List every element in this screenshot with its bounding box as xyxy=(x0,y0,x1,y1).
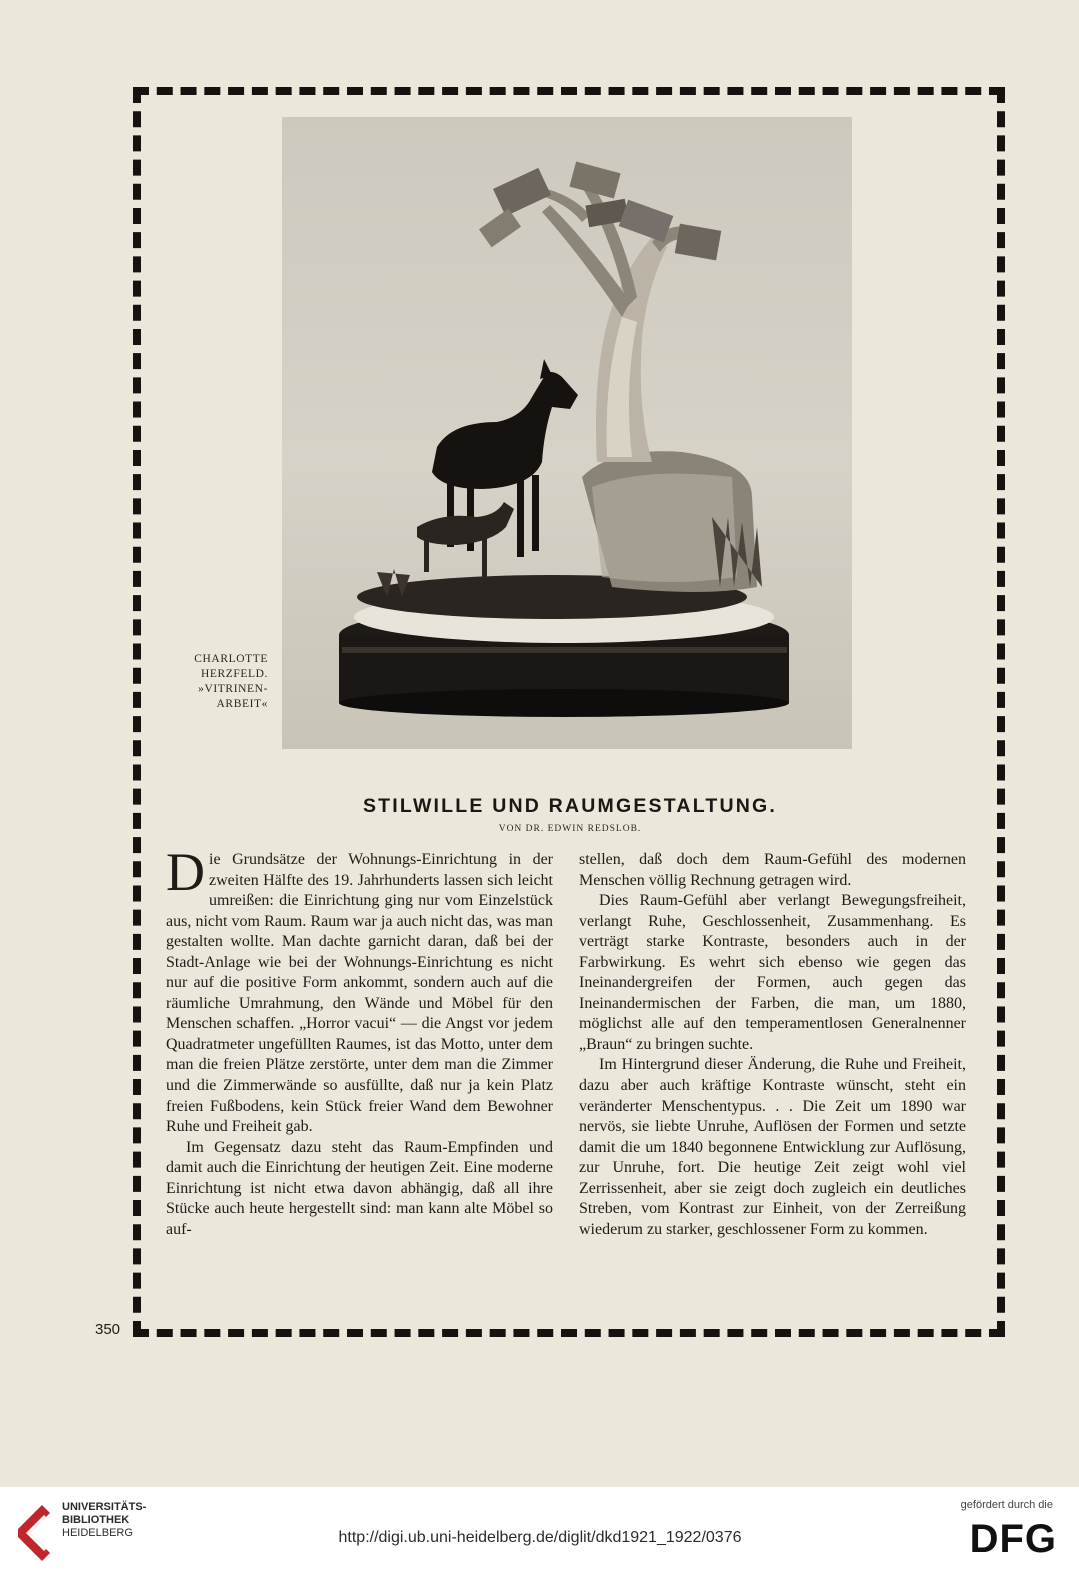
paragraph xyxy=(166,842,553,1138)
caption-line: CHARLOTTE xyxy=(194,653,268,665)
photo-caption xyxy=(150,652,268,712)
vitrine-illustration xyxy=(282,117,852,749)
text-column-right xyxy=(579,850,966,1240)
funded-by-label: gefördert durch die xyxy=(960,1499,1053,1511)
institution-line: UNIVERSITÄTS- xyxy=(62,1501,147,1513)
article-title: STILWILLE UND RAUMGESTALTUNG. xyxy=(362,795,778,817)
article-byline: VON DR. EDWIN REDSLOB. xyxy=(498,824,642,834)
source-url-link[interactable]: http://digi.ub.uni-heidelberg.de/diglit/dkd1921_1922/0376 xyxy=(338,1529,742,1546)
caption-line: ARBEIT« xyxy=(216,698,268,710)
caption-line: HERZFELD. xyxy=(200,668,268,680)
dfg-logo: DFG xyxy=(969,1517,1057,1561)
paragraph-text: ie Grundsätze der Wohnungs-Einrichtung in der zweiten Hälfte des 19. Jahrhunderts lassen sich leicht umreißen: die Einrichtung ging nur vom Einzelstück aus, nicht vom Raum. Raum war ja auch nicht das, was man gestalten wollte. Man dachte garnicht daran, daß bei der Stadt-Anlage wie bei der Wohnungs-Einrichtung es nicht nur auf die positive Form ankommt, sondern auch auf die räumliche Umrahmung, den Wände und Möbel für den Menschen schaffen. „Horror vacui“ — die Angst vor jedem Quadratmeter ungefüllten Raumes, ist das Motto, unter dem man die freien Plätze zerstörte, unter dem man die Zimmer und die Zimmerwände so ausfüllte, daß nur ja kein Platz freien Fußbodens, kein Stück freier Wand dem Bewohner Ruhe und Freiheit gab. xyxy=(166,851,553,1136)
digitization-footer xyxy=(0,1487,1079,1584)
drop-cap: D xyxy=(166,842,205,902)
vitrine-photograph xyxy=(282,117,852,749)
page-number: 350 xyxy=(95,1321,121,1338)
text-column-left xyxy=(166,842,553,1240)
institution-line: HEIDELBERG xyxy=(62,1527,133,1539)
paragraph: Im Gegensatz dazu steht das Raum-Empfinden und damit auch die Einrichtung der heutigen Zeit. Eine moderne Einrichtung ist nicht etwa davon abhängig, daß all ihre Stücke auch heute hergestellt sind: man kann alte Möbel so auf- xyxy=(166,1138,553,1238)
paragraph: stellen, daß doch dem Raum-Gefühl des modernen Menschen völlig Rechnung getragen wird. xyxy=(579,851,966,889)
university-logo-icon xyxy=(14,1499,54,1567)
caption-line: »VITRINEN- xyxy=(198,683,268,695)
institution-line: BIBLIOTHEK xyxy=(62,1514,130,1526)
paragraph: Im Hintergrund dieser Änderung, die Ruhe und Freiheit, dazu aber auch kräftige Kontraste wünscht, steht ein veränderter Menschentypus. . . Die Zeit um 1890 war nervös, sie liebte Unruhe, Auflösen der Formen und setzte damit die um 1840 begonnene Entwicklung zur Auflösung, zur Unruhe, fort. Die heutige Zeit zeigt wohl viel Zerrissenheit, aber sie zeigt doch zugleich ein deutliches Streben, vom Kontrast zur Einheit, von der Zerreißung wiederum zu starker, geschlossener Form zu kommen. xyxy=(579,1056,966,1238)
paragraph: Dies Raum-Gefühl aber verlangt Bewegungsfreiheit, verlangt Ruhe, Geschlossenheit, Zusammenhang. Es verträgt starke Kontraste, besonders auch in der Farbwirkung. Es wehrt sich ebenso wie gegen das Ineinandergreifen der Formen, auch gegen das Ineinandermischen der Farben, die man, um 1880, möglichst alle auf den temperamentlosen Generalnenner „Braun“ zu bringen suchte. xyxy=(579,892,966,1053)
institution-name xyxy=(62,1501,146,1540)
